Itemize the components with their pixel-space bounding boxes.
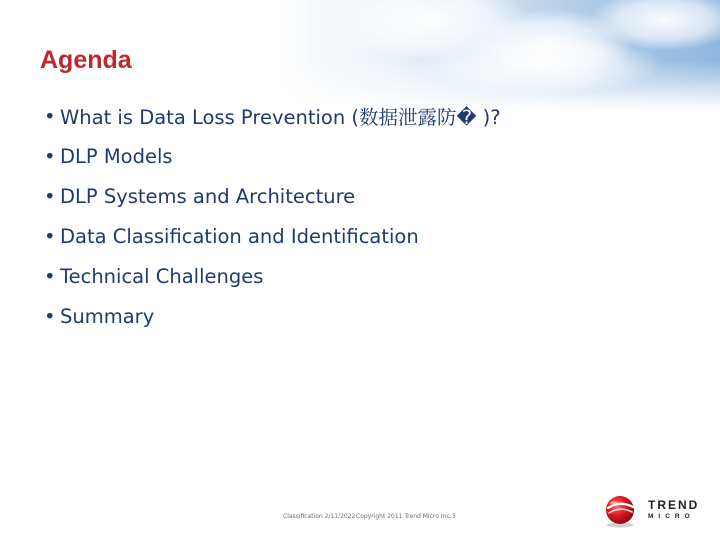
agenda-item: [44, 296, 501, 336]
agenda-item: [44, 256, 501, 296]
bullet-marker: •: [44, 144, 56, 168]
footer-copyright: Copyright 2011 Trend Micro Inc.: [356, 513, 452, 520]
agenda-item: [44, 216, 501, 256]
bullet-marker: •: [44, 104, 56, 128]
trend-micro-logo: [600, 494, 710, 528]
logo-ball-icon: [600, 494, 640, 528]
footer-page-number: 3: [452, 513, 456, 520]
bullet-marker: •: [44, 304, 56, 328]
slide-title: Agenda: [40, 46, 132, 74]
bullet-marker: •: [44, 184, 56, 208]
agenda-item-text: DLP Systems and Architecture: [60, 184, 356, 208]
logo-text-micro: MICRO: [648, 513, 695, 520]
agenda-item: [44, 136, 501, 176]
bullet-marker: •: [44, 264, 56, 288]
agenda-item-text: Data Classification and Identification: [60, 224, 419, 248]
agenda-item-text: Summary: [60, 304, 155, 328]
footer-classification: Classification 2/11/2022: [283, 513, 356, 520]
cloud-shape: [420, 35, 660, 95]
agenda-list: [44, 96, 501, 336]
agenda-item-text: Technical Challenges: [60, 264, 264, 288]
agenda-item-text: What is Data Loss Prevention (数据泄露防� )?: [60, 106, 501, 129]
logo-text-trend: TREND: [648, 498, 700, 512]
agenda-item: [44, 176, 501, 216]
agenda-item: [44, 96, 501, 136]
agenda-item-text: DLP Models: [60, 144, 173, 168]
bullet-marker: •: [44, 224, 56, 248]
